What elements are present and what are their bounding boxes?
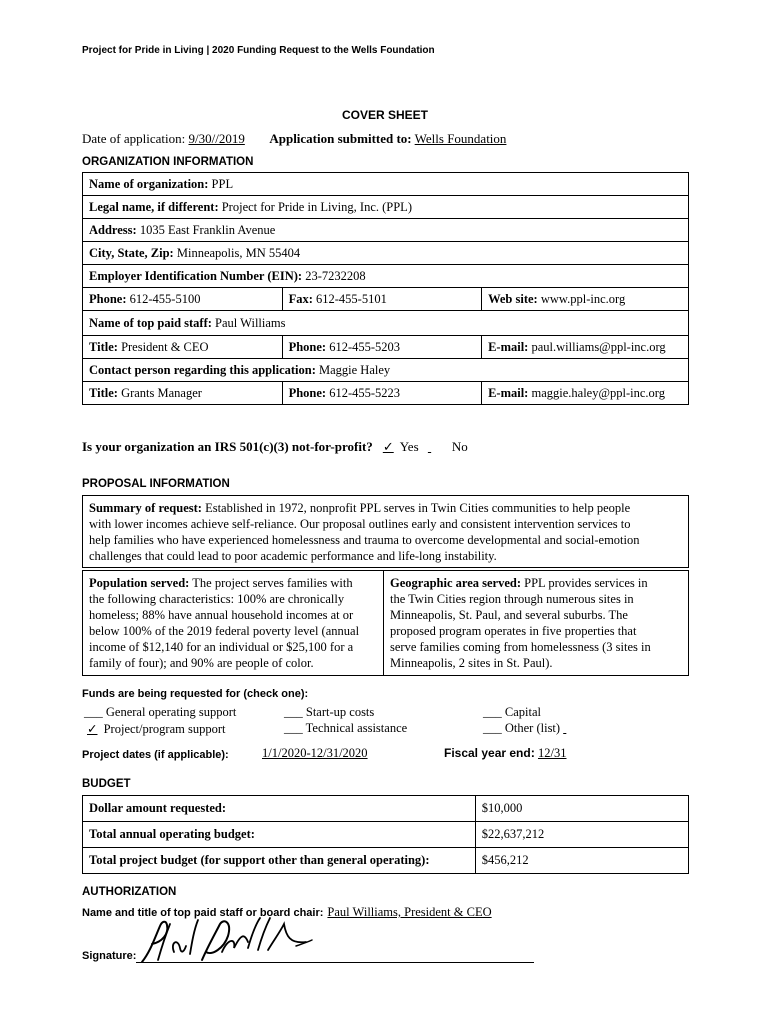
population-cell[interactable] xyxy=(83,571,384,675)
org-row-contact xyxy=(83,359,689,382)
geographic-line: serve families coming from homelessness (3 sites in xyxy=(390,640,651,654)
org-name-value: PPL xyxy=(211,176,234,191)
org-row-address xyxy=(83,219,689,242)
date-value[interactable]: 9/30//2019 xyxy=(188,131,245,146)
project-dates-label: Project dates (if applicable): xyxy=(82,749,229,761)
city-value: Minneapolis, MN 55404 xyxy=(176,245,301,260)
general-label: General operating support xyxy=(105,705,237,719)
project-check: ✓ xyxy=(87,722,98,736)
city-label: City, State, Zip: xyxy=(89,245,174,260)
startup-blank: ___ xyxy=(284,705,303,719)
contact-cell[interactable] xyxy=(83,359,689,382)
population-line: the following characteristics: 100% are chronically xyxy=(89,592,345,606)
fiscal-year-label: Fiscal year end xyxy=(444,746,531,760)
budget-row xyxy=(83,848,689,874)
irs-yes-label: Yes xyxy=(399,439,419,454)
city-cell[interactable] xyxy=(83,242,689,265)
capital-blank: ___ xyxy=(483,705,502,719)
phone-cell[interactable] xyxy=(83,288,283,311)
technical-blank: ___ xyxy=(284,721,303,735)
title1-value: President & CEO xyxy=(121,339,209,354)
fund-option-technical[interactable] xyxy=(284,721,407,736)
cover-sheet-title: COVER SHEET xyxy=(341,108,428,122)
irs-question: Is your organization an IRS 501(c)(3) not-for-profit? xyxy=(82,439,373,454)
geographic-line: proposed program operates in five properties that xyxy=(390,624,637,638)
phone2-label: Phone: xyxy=(288,385,327,400)
summary-box[interactable] xyxy=(82,495,689,568)
budget-table xyxy=(82,795,689,874)
population-line: The project serves families with xyxy=(192,576,353,590)
signature-image xyxy=(136,912,336,970)
email2-label: E-mail: xyxy=(488,385,529,400)
fax-cell[interactable] xyxy=(282,288,482,311)
email1-cell[interactable] xyxy=(482,336,689,359)
population-line: homeless; 88% have annual household incomes at or xyxy=(89,608,354,622)
project-label: Project/program support xyxy=(103,722,226,736)
irs-question-line xyxy=(82,439,468,455)
budget-row xyxy=(83,822,689,848)
summary-label: Summary of request: xyxy=(89,501,202,515)
proposal-section-title: PROPOSAL INFORMATION xyxy=(82,478,230,490)
population-line: income of $12,140 for an individual or $25,100 for a xyxy=(89,640,354,654)
page-header: Project for Pride in Living | 2020 Funding Request to the Wells Foundation xyxy=(82,45,435,56)
legal-name-cell[interactable] xyxy=(83,196,689,219)
top-staff-cell[interactable] xyxy=(83,311,689,336)
fund-option-project[interactable] xyxy=(84,721,225,737)
title2-cell[interactable] xyxy=(83,382,283,405)
org-section-title: ORGANIZATION INFORMATION xyxy=(82,156,254,168)
website-label: Web site: xyxy=(488,291,538,306)
irs-no-label: No xyxy=(451,439,468,454)
geographic-cell[interactable] xyxy=(384,571,688,675)
fax-label: Fax: xyxy=(288,291,313,306)
irs-yes-check[interactable]: ✓ xyxy=(382,439,394,454)
budget-value-cell[interactable]: $456,212 xyxy=(475,848,688,874)
title1-cell[interactable] xyxy=(83,336,283,359)
budget-value-cell[interactable]: $22,637,212 xyxy=(475,822,688,848)
org-table xyxy=(82,172,689,405)
title2-label: Title: xyxy=(89,385,118,400)
title2-value: Grants Manager xyxy=(121,385,202,400)
ein-cell[interactable] xyxy=(83,265,689,288)
email1-label: E-mail: xyxy=(488,339,529,354)
geographic-line: PPL provides services in xyxy=(524,576,648,590)
fund-option-other[interactable] xyxy=(483,721,651,736)
irs-no-blank[interactable] xyxy=(428,439,452,455)
budget-section-title: BUDGET xyxy=(82,778,131,790)
application-line xyxy=(82,131,592,147)
submitted-value[interactable]: Wells Foundation xyxy=(414,131,507,146)
summary-line: Established in 1972, nonprofit PPL serves in Twin Cities communities to help people xyxy=(205,501,631,515)
fund-option-capital[interactable] xyxy=(483,705,541,720)
phone1-cell[interactable] xyxy=(282,336,482,359)
other-label: Other (list) xyxy=(504,721,561,735)
budget-label: Total annual operating budget: xyxy=(89,827,255,841)
phone-value: 612-455-5100 xyxy=(129,291,201,306)
budget-label-cell xyxy=(83,848,476,874)
general-blank: ___ xyxy=(84,705,103,719)
population-line: family of four); and 90% are people of color. xyxy=(89,656,314,670)
address-cell[interactable] xyxy=(83,219,689,242)
population-line: below 100% of the 2019 federal poverty level (annual xyxy=(89,624,360,638)
legal-name-value: Project for Pride in Living, Inc. (PPL) xyxy=(221,199,412,214)
org-row-ein xyxy=(83,265,689,288)
email2-cell[interactable] xyxy=(482,382,689,405)
budget-label: Total project budget (for support other than general operating): xyxy=(89,853,430,867)
geographic-line: Minneapolis, St. Paul, and several suburbs. The xyxy=(390,608,628,622)
org-row-top-staff xyxy=(83,311,689,336)
org-row-contact-details xyxy=(83,382,689,405)
org-name-label: Name of organization: xyxy=(89,176,209,191)
top-staff-value: Paul Williams xyxy=(215,315,286,330)
org-row-top-staff-details xyxy=(83,336,689,359)
budget-row xyxy=(83,796,689,822)
phone-label: Phone: xyxy=(89,291,127,306)
submitted-label: Application submitted to: xyxy=(269,131,412,146)
geographic-line: Minneapolis, 2 sites in St. Paul). xyxy=(390,656,553,670)
budget-label: Dollar amount requested: xyxy=(89,801,227,815)
fiscal-year-value[interactable]: 12/31 xyxy=(538,746,567,760)
fund-option-general[interactable] xyxy=(84,705,236,720)
address-label: Address: xyxy=(89,222,137,237)
phone1-value: 612-455-5203 xyxy=(329,339,401,354)
org-row-contact-numbers xyxy=(83,288,689,311)
phone1-label: Phone: xyxy=(288,339,327,354)
technical-label: Technical assistance xyxy=(305,721,408,735)
budget-label-cell xyxy=(83,822,476,848)
website-value: www.ppl-inc.org xyxy=(540,291,626,306)
funds-title: Funds are being requested for (check one): xyxy=(82,688,309,700)
contact-value: Maggie Haley xyxy=(319,362,391,377)
fax-value: 612-455-5101 xyxy=(316,291,387,306)
authorization-name-value[interactable]: Paul Williams, President & CEO xyxy=(327,905,492,919)
startup-label: Start-up costs xyxy=(305,705,375,719)
other-blank: ___ xyxy=(483,721,502,735)
org-row-legal xyxy=(83,196,689,219)
geographic-label: Geographic area served: xyxy=(390,576,521,590)
email1-value: paul.williams@ppl-inc.org xyxy=(531,339,666,354)
geographic-line: the Twin Cities region through numerous sites in xyxy=(390,592,634,606)
contact-label: Contact person regarding this application: xyxy=(89,362,316,377)
email2-value: maggie.haley@ppl-inc.org xyxy=(531,385,665,400)
phone2-value: 612-455-5223 xyxy=(329,385,401,400)
summary-line: help families who have experienced homelessness and trauma to overcome developmental and social-emotion xyxy=(89,533,640,547)
budget-label-cell xyxy=(83,796,476,822)
website-cell[interactable] xyxy=(482,288,689,311)
org-name-cell[interactable] xyxy=(83,173,689,196)
date-label: Date of application: xyxy=(82,131,186,146)
top-staff-label: Name of top paid staff: xyxy=(89,315,212,330)
title1-label: Title: xyxy=(89,339,118,354)
authorization-section-title: AUTHORIZATION xyxy=(82,886,177,898)
legal-name-label: Legal name, if different: xyxy=(89,199,219,214)
address-value: 1035 East Franklin Avenue xyxy=(139,222,276,237)
org-row-city xyxy=(83,242,689,265)
project-dates-value[interactable]: 1/1/2020-12/31/2020 xyxy=(262,746,368,760)
ein-value: 23-7232208 xyxy=(305,268,366,283)
fiscal-year-line: Fiscal year end: 12/31 xyxy=(444,746,577,761)
phone2-cell[interactable] xyxy=(282,382,482,405)
authorization-name-label: Name and title of top paid staff or board chair: xyxy=(82,907,324,919)
fund-option-startup[interactable] xyxy=(284,705,374,720)
signature-label: Signature: xyxy=(82,950,137,962)
population-geographic-box xyxy=(82,570,689,676)
budget-value-cell[interactable]: $10,000 xyxy=(475,796,688,822)
other-list-field[interactable] xyxy=(563,721,651,736)
org-row-name xyxy=(83,173,689,196)
summary-line: with lower incomes achieve self-reliance. Our proposal outlines early and consistent intervention services to xyxy=(89,517,631,531)
capital-label: Capital xyxy=(504,705,541,719)
summary-line: challenges that could lead to poor academic performance and life-long instability. xyxy=(89,549,497,563)
ein-label: Employer Identification Number (EIN): xyxy=(89,268,303,283)
population-label: Population served: xyxy=(89,576,190,590)
